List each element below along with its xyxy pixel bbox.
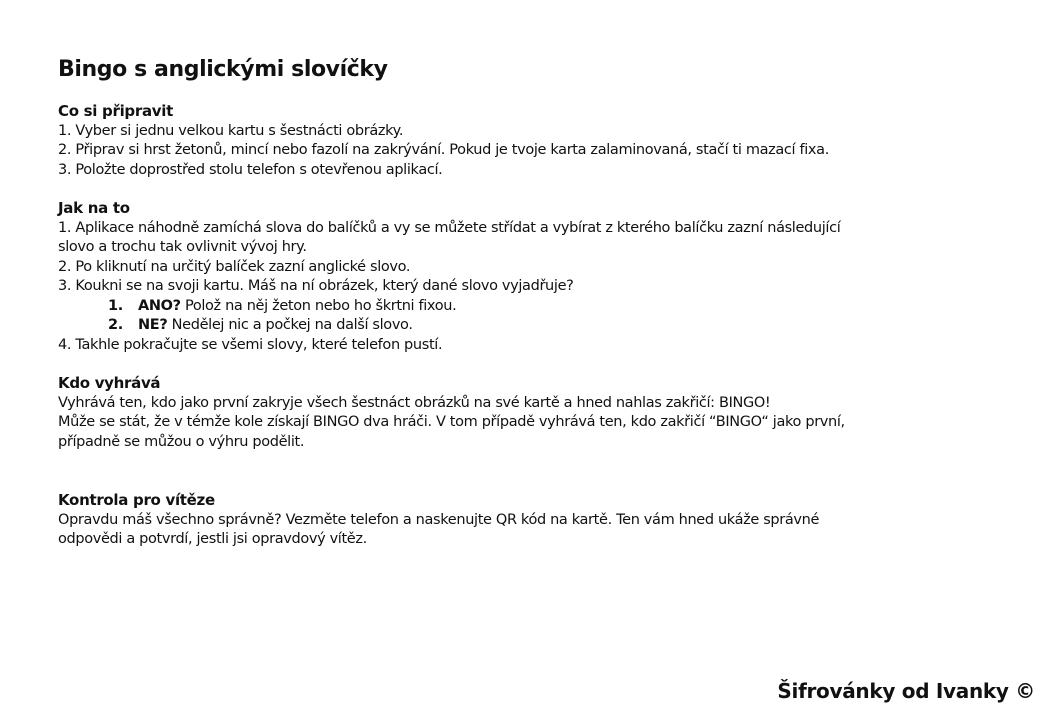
- section-howto: [58, 199, 1018, 355]
- subitem-number: 1.: [108, 297, 123, 314]
- howto-line-2: 2. Po kliknutí na určitý balíček zazní anglické slovo.: [58, 258, 411, 275]
- subitem-text: Nedělej nic a počkej na další slovo.: [167, 317, 413, 333]
- section-heading-prepare: Co si připravit: [58, 102, 173, 120]
- section-heading-winner: Kdo vyhrává: [58, 374, 161, 392]
- howto-line-4: 4. Takhle pokračujte se všemi slovy, které telefon pustí.: [58, 336, 443, 353]
- prepare-line-1: 1. Vyber si jednu velkou kartu s šestnácti obrázky.: [58, 122, 404, 139]
- winner-line-3: případně se můžou o výhru podělit.: [58, 433, 305, 450]
- footer-credit: Šifrovánky od Ivanky ©: [777, 679, 1035, 703]
- howto-subitem-yes: [58, 297, 1018, 317]
- howto-line-1-cont: slovo a trochu tak ovlivnit vývoj hry.: [58, 239, 307, 255]
- section-heading-howto: Jak na to: [58, 199, 130, 217]
- subitem-text: Polož na něj žeton nebo ho škrtni fixou.: [180, 297, 457, 314]
- section-check: [58, 491, 1018, 550]
- section-winner: [58, 374, 1018, 452]
- page-title: Bingo s anglickými slovíčky: [58, 57, 388, 82]
- document-page: [58, 56, 1018, 550]
- section-prepare: [58, 102, 1018, 180]
- subitem-answer-no: NE?: [138, 317, 168, 333]
- winner-line-2: Může se stát, že v témže kole získají BINGO dva hráči. V tom případě vyhrává ten, kdo zakřičí “BINGO“ jako první,: [58, 414, 845, 430]
- subitem-answer-yes: ANO?: [138, 297, 181, 314]
- winner-line-1: Vyhrává ten, kdo jako první zakryje všech šestnáct obrázků na své kartě a hned nahlas zakřičí: BINGO!: [58, 394, 771, 411]
- check-line-2: odpovědi a potvrdí, jestli jsi opravdový vítěz.: [58, 531, 367, 547]
- prepare-line-2: 2. Připrav si hrst žetonů, mincí nebo fazolí na zakrývání. Pokud je tvoje karta zalaminovaná, stačí ti mazací fixa.: [58, 142, 829, 158]
- howto-subitem-no: [58, 316, 1018, 336]
- check-line-1: Opravdu máš všechno správně? Vezměte telefon a naskenujte QR kód na kartě. Ten vám hned ukáže správné: [58, 511, 820, 528]
- subitem-number: 2.: [108, 317, 123, 333]
- howto-line-1: 1. Aplikace náhodně zamíchá slova do balíčků a vy se můžete střídat a vybírat z kterého balíčku zazní následující: [58, 219, 841, 236]
- howto-line-3: 3. Koukni se na svoji kartu. Máš na ní obrázek, který dané slovo vyjadřuje?: [58, 278, 574, 294]
- section-heading-check: Kontrola pro vítěze: [58, 491, 215, 509]
- prepare-line-3: 3. Položte doprostřed stolu telefon s otevřenou aplikací.: [58, 161, 443, 178]
